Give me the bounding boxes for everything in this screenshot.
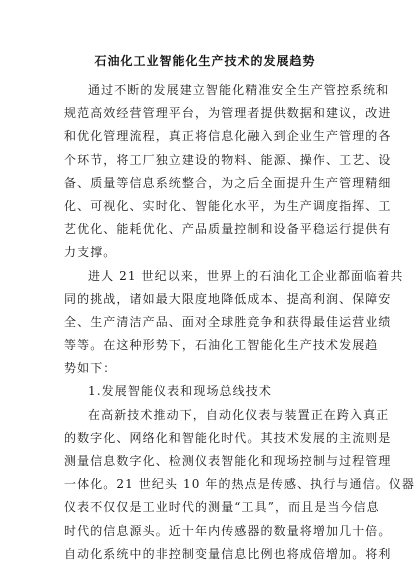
paragraph-line: 艺优化、能耗优化、产品质量控制和设备平稳运行提供有 [64, 222, 392, 237]
paragraph-line: 的数字化、网络化和智能化时代。其技术发展的主流则是 [64, 430, 392, 445]
paragraph-line: 力支撑。 [64, 245, 117, 260]
paragraph-line: 测量信息数字化、检测仪表智能化和现场控制与过程管理 [64, 454, 392, 468]
paragraph-line: 备、质量等信息系统整合，为之后全面提升生产管理精细 [64, 175, 392, 190]
paragraph-line: 等等。在这种形势下，石油化工智能化生产技术发展趋 [64, 338, 379, 353]
document-body [64, 79, 415, 566]
paragraph-line: 自动化系统中的非控制变量信息比例也将成倍增加。将利 [64, 546, 392, 561]
paragraph-line: 势如下： [64, 361, 117, 376]
document-title: 石油化工业智能化生产技术的发展趋势 [94, 54, 316, 68]
paragraph-line: 在高新技术推动下，自动化仪表与装置正在跨入真正 [88, 407, 390, 422]
paragraph-line: 进人 21 世纪以来，世界上的石油化工企业都面临着共 [88, 268, 404, 283]
paragraph-line: 同的挑战，诸如最大限度地降低成本、提高利润、保障安 [64, 291, 392, 306]
paragraph-line: 仪表不仅仅是工业时代的测量“工具”，而且是当今信息 [64, 500, 380, 515]
paragraph-line: 全、生产清洁产品、面对全球胜竞争和获得最佳运营业绩 [64, 314, 392, 329]
paragraph-line: 一体化。21 世纪头 10 年的热点是传感、执行与通信。仪器 [64, 477, 415, 492]
paragraph-line: 化、可视化、实时化、智能化水平，为生产调度指挥、工 [64, 198, 392, 213]
paragraph-line: 规范高效经营管理平台，为管理者提供数据和建议，改进 [64, 106, 392, 121]
paragraph-line: 时代的信息源头。近十年内传感器的数量将增加几十倍。 [64, 523, 392, 538]
section-heading: 1.发展智能仪表和现场总线技术 [88, 384, 272, 399]
paragraph-line: 通过不断的发展建立智能化精准安全生产管控系统和 [88, 83, 390, 97]
paragraph-line: 个环节，将工厂独立建设的物料、能源、操作、工艺、设 [64, 152, 392, 167]
paragraph-line: 和优化管理流程，真正将信息化融入到企业生产管理的各 [64, 129, 392, 144]
